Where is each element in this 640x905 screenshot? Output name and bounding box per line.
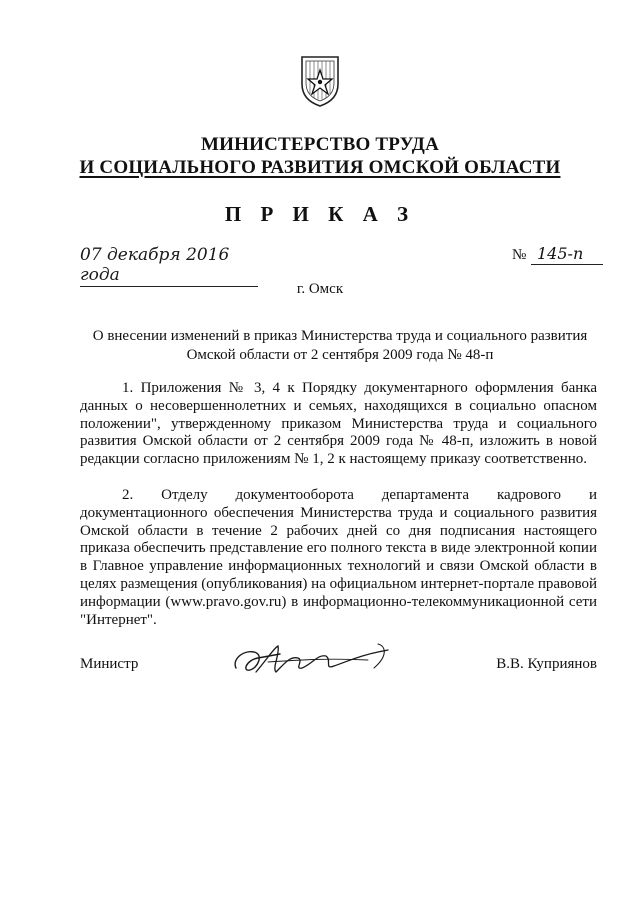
- signatory-position: Министр: [80, 656, 139, 672]
- document-type-title: П Р И К А З: [224, 202, 416, 226]
- order-number-label: №: [512, 247, 527, 263]
- order-date: 07 декабря 2016 года: [80, 245, 258, 287]
- handwritten-signature-icon: [228, 638, 398, 682]
- omsk-coat-of-arms-icon: [299, 54, 341, 108]
- signatory-name: В.В. Куприянов: [496, 656, 597, 672]
- ministry-name-line1: МИНИСТЕРСТВО ТРУДА: [201, 134, 439, 155]
- ministry-name-line2: И СОЦИАЛЬНОГО РАЗВИТИЯ ОМСКОЙ ОБЛАСТИ: [79, 157, 561, 178]
- order-subject: О внесении изменений в приказ Министерства труда и социального развития Омской области от 2 сентября 2009 года № 48-п: [92, 328, 588, 363]
- body-paragraph-1: 1. Приложения № 3, 4 к Порядку документарного оформления банка данных о несовершеннолетних и семьях, находящихся в социально опасном положении", утвержденному приказом Министерства труда и социального развития Омской области от 2 сентября 2009 года № 48-п, изложить в новой редакции согласно приложениям № 1, 2 к настоящему приказу соответственно.: [80, 380, 597, 468]
- body-paragraph-2: 2. Отделу документооборота департамента кадрового и документационного обеспечения Министерства труда и социального развития Омской области в течение 2 рабочих дней со дня подписания настоящего приказа обеспечить представление его полного текста в виде электронной копии в Главное управление информационных технологий и связи Омской области в целях размещения (опубликования) на официальном интернет-портале правовой информации (www.pravo.gov.ru) в информационно-телекоммуникационной сети "Интернет".: [80, 487, 597, 628]
- order-number: 145-п: [531, 244, 603, 265]
- city: г. Омск: [296, 281, 344, 297]
